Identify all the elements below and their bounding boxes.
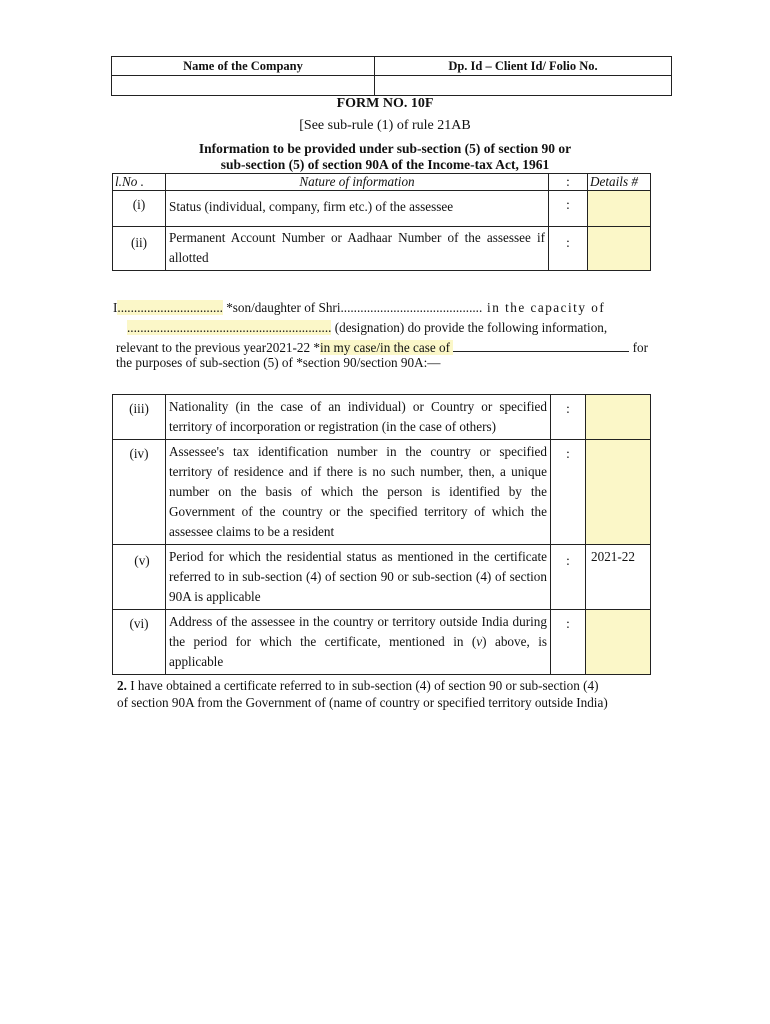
info-table-1 [112, 173, 651, 271]
row-text: Nationality (in the case of an individual) or Country or specified territory of incorporation or registration (in the case of others) [166, 395, 551, 440]
row-text: Status (individual, company, firm etc.) of the assessee [166, 191, 549, 227]
row-text: Period for which the residential status as mentioned in the certificate referred to in sub-section (4) of section 90 or sub-section (4) of section 90A is applicable [166, 545, 551, 610]
info-table-2 [112, 394, 651, 675]
point2-line1: 2. I have obtained a certificate referred to in sub-section (4) of section 90 or sub-section (4) [117, 678, 599, 693]
designation-field[interactable]: .............................................................. [127, 320, 332, 335]
table-row [113, 610, 651, 675]
row-colon: : [551, 545, 586, 610]
company-header-table [111, 56, 672, 96]
table-row [113, 395, 651, 440]
company-name-header: Name of the Company [112, 57, 375, 76]
form-heading-line1: Information to be provided under sub-section (5) of section 90 or [198, 141, 572, 156]
address-field[interactable] [586, 610, 651, 675]
period-field[interactable]: 2021-22 [586, 545, 651, 610]
col-head-colon: : [549, 174, 588, 191]
row-text: Permanent Account Number or Aadhaar Number of the assessee if allotted [166, 227, 549, 271]
row-colon: : [551, 440, 586, 545]
rule-reference: [See sub-rule (1) of rule 21AB [299, 118, 471, 133]
table-row [113, 545, 651, 610]
declaration-line4: the purposes of sub-section (5) of *section 90/section 90A:— [116, 355, 441, 370]
declaration-line2: .............................................................. (designation) do provide the following information, [127, 320, 608, 335]
col-head-number: l.No . [113, 174, 166, 191]
nationality-field[interactable] [586, 395, 651, 440]
row-colon: : [551, 610, 586, 675]
case-of-field[interactable] [453, 338, 629, 352]
form-number: FORM NO. 10F [336, 96, 434, 111]
point2-line2: of section 90A from the Government of (name of country or specified territory outside India) [117, 695, 608, 710]
row-number: (iv) [113, 440, 166, 545]
row-colon: : [551, 395, 586, 440]
row-number: (ii) [113, 227, 166, 271]
folio-field[interactable] [375, 76, 672, 96]
row-number: (vi) [113, 610, 166, 675]
row-text: Assessee's tax identification number in the country or specified territory of residence and if there is no such number, then, a unique number on the basis of which the person is identified by the Government of the country or the specified territory of which the assessee claims to be a resident [166, 440, 551, 545]
table-row [113, 191, 651, 227]
row-number: (v) [113, 545, 166, 610]
status-details-field[interactable] [588, 191, 651, 227]
form-heading-line2: sub-section (5) of section 90A of the Income-tax Act, 1961 [220, 157, 550, 172]
folio-header: Dp. Id – Client Id/ Folio No. [375, 57, 672, 76]
father-name-field[interactable]: ........................................... [340, 300, 483, 315]
row-colon: : [549, 227, 588, 271]
row-colon: : [549, 191, 588, 227]
table-row [113, 440, 651, 545]
declaration-line1: I................................ *son/daughter of Shri........................................... in the capacity of [113, 300, 606, 315]
row-text: Address of the assessee in the country or territory outside India during the period for which the certificate, mentioned in (v) above, is applicable [166, 610, 551, 675]
row-number: (iii) [113, 395, 166, 440]
tax-id-field[interactable] [586, 440, 651, 545]
pan-details-field[interactable] [588, 227, 651, 271]
declaration-line3: relevant to the previous year2021-22 *in my case/in the case of for [116, 340, 648, 355]
col-head-details: Details # [588, 174, 651, 191]
row-number: (i) [113, 191, 166, 227]
name-field[interactable]: ................................ [117, 300, 223, 315]
company-name-field[interactable] [112, 76, 375, 96]
table-row [113, 227, 651, 271]
col-head-nature: Nature of information [166, 174, 549, 191]
